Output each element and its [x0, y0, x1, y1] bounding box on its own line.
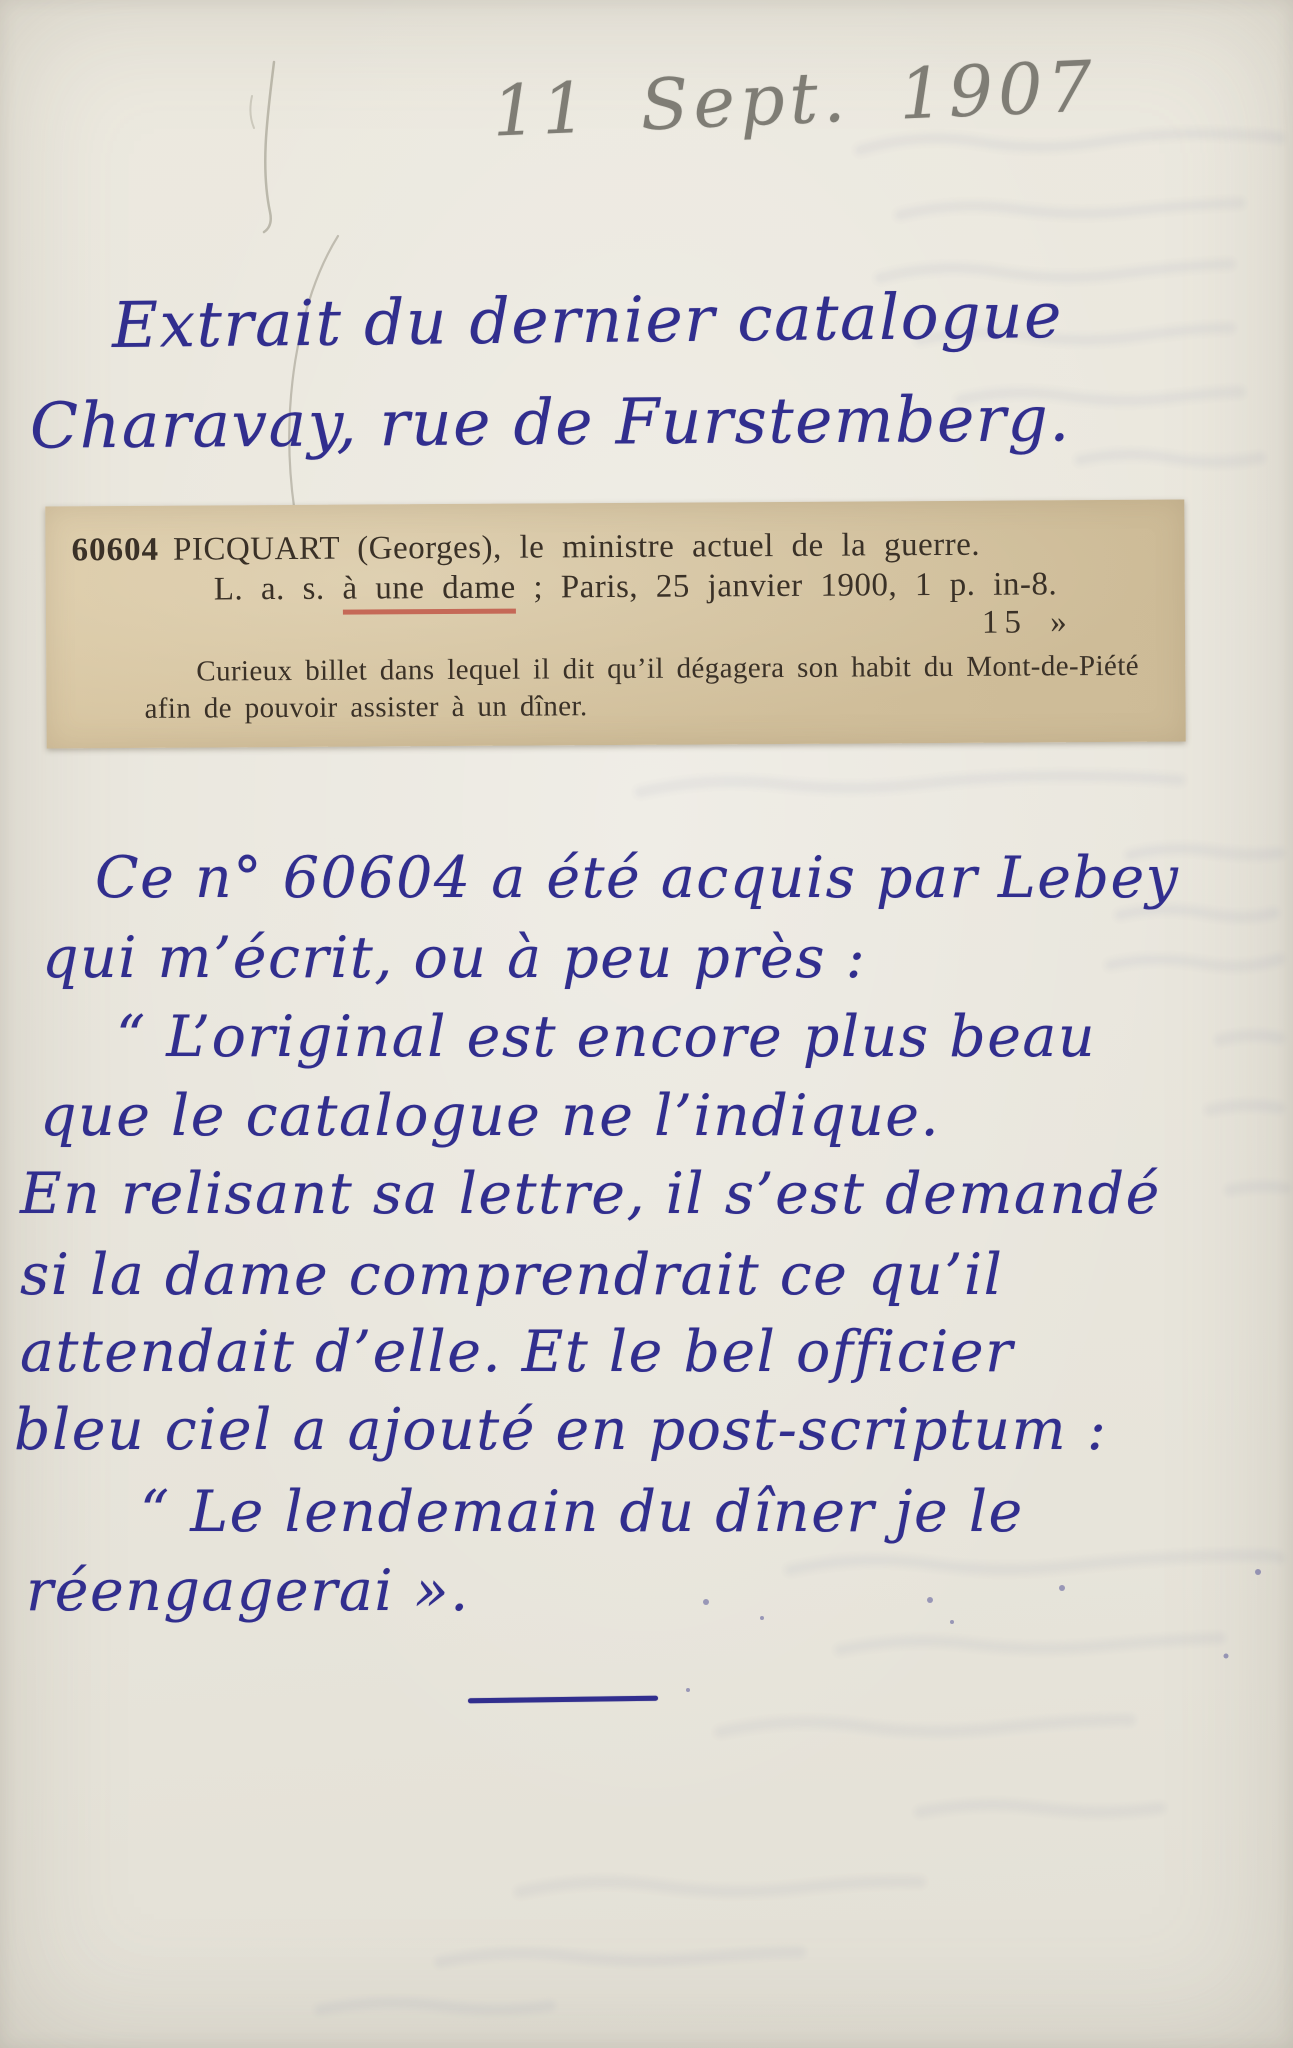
manuscript-line-2: qui m’écrit, ou à peu près : [42, 925, 867, 991]
pencil-date: 11 Sept. 1907 [490, 45, 1099, 153]
manuscript-line-4: que le catalogue ne l’indique. [40, 1083, 941, 1149]
manuscript-line-3: “ L’original est encore plus beau [116, 1004, 1097, 1070]
manuscript-line-8: bleu ciel a ajouté en post-scriptum : [14, 1397, 1108, 1463]
manuscript-line-10: réengagerai ». [26, 1558, 470, 1624]
clipping-entry-line2-post: ; Paris, 25 janvier 1900, 1 p. in-8. [515, 566, 1058, 606]
clipping-entry-line2-pre: L. a. s. [213, 570, 343, 608]
manuscript-line-5: En relisant sa lettre, il s’est demandé [20, 1161, 1161, 1227]
heading-line-1: Extrait du dernier catalogue [111, 279, 1064, 362]
clipping-red-underlined-phrase: à une dame [342, 572, 516, 615]
manuscript-line-1: Ce n° 60604 a été acquis par Lebey [95, 845, 1180, 911]
clipping-entry-title: PICQUART (Georges), le ministre actuel de la guerre. [172, 526, 981, 568]
heading-line-2: Charavay, rue de Furstemberg. [29, 382, 1071, 463]
manuscript-line-7: attendait d’elle. Et le bel officier [20, 1319, 1014, 1385]
clipping-entry-line-1 [71, 527, 980, 570]
manuscript-line-6: si la dame comprendrait ce qu’il [20, 1242, 1004, 1308]
ink-divider [468, 1696, 658, 1704]
manuscript-line-9: “ Le lendemain du dîner je le [140, 1479, 1024, 1545]
clipping-entry-line-2 [214, 566, 1058, 615]
clipping-price: 15 » [981, 604, 1073, 641]
catalog-clipping [45, 500, 1185, 749]
clipping-lot-number: 60604 [71, 531, 160, 569]
clipping-note: Curieux billet dans lequel il dit qu’il dégagera son habit du Mont-de-Piété afin de pouvoir assister à un dîner. [144, 649, 1140, 725]
